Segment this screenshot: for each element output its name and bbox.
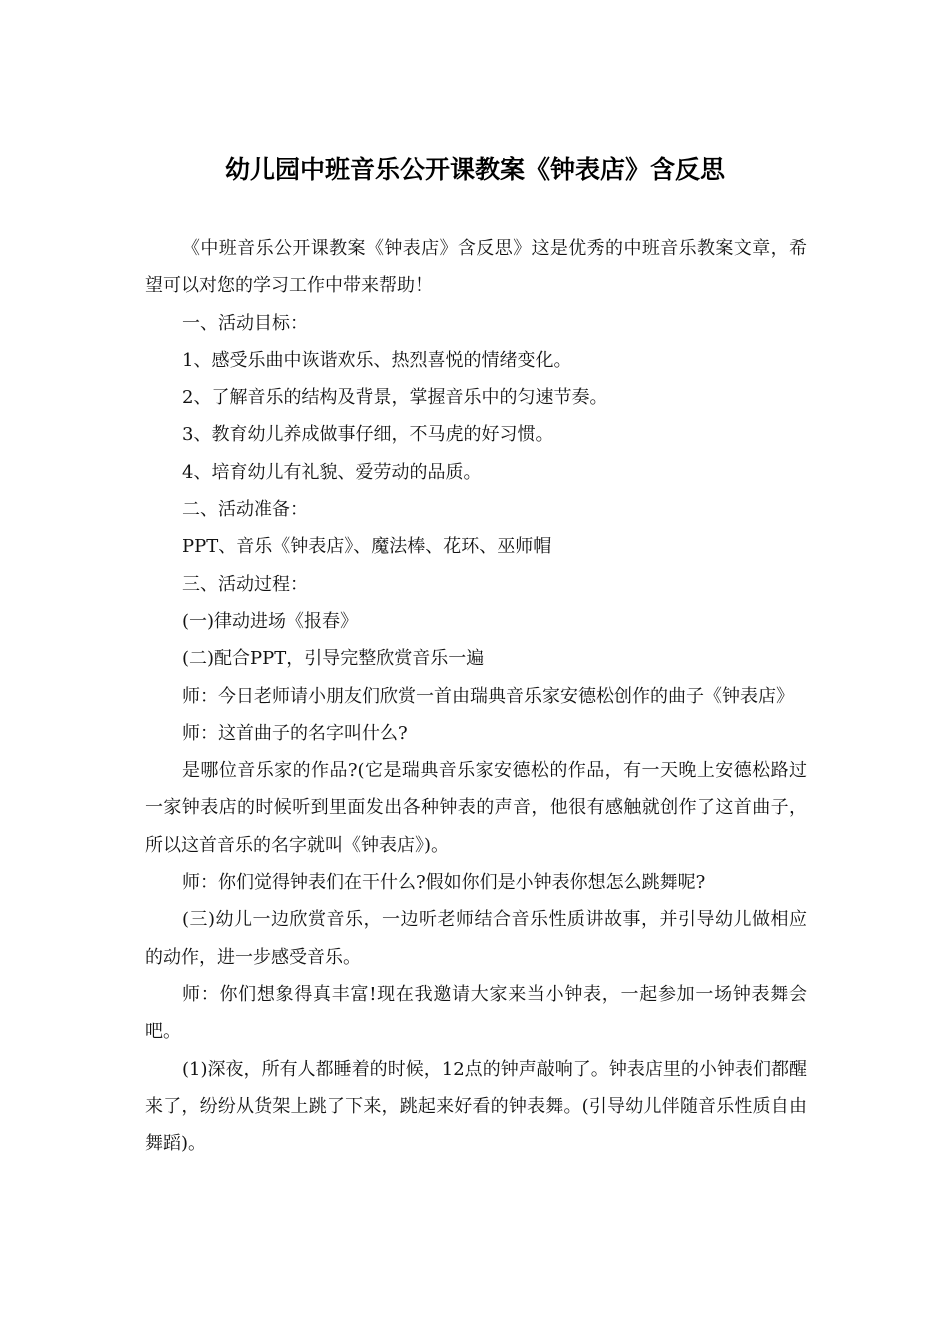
section-heading-goals: 一、活动目标： xyxy=(182,312,308,334)
preparation-materials: PPT、音乐《钟表店》、魔法棒、花环、巫师帽 xyxy=(182,536,552,558)
document-body xyxy=(145,230,807,1162)
section-heading-preparation: 二、活动准备： xyxy=(182,499,308,521)
goal-item-4: 4、培育幼儿有礼貌、爱劳动的品质。 xyxy=(182,461,482,483)
composer-explanation: 是哪位音乐家的作品?(它是瑞典音乐家安德松的作品，有一天晚上安德松路过一家钟表店的时候听到里面发出各种钟表的声音，他很有感触就创作了这首曲子，所以这首音乐的名字就叫《钟表店》)。 xyxy=(145,760,807,856)
teacher-line-question: 师：这首曲子的名字叫什么? xyxy=(182,722,408,744)
process-step-2: (二)配合PPT，引导完整欣赏音乐一遍 xyxy=(182,648,485,670)
process-step-1: (一)律动进场《报春》 xyxy=(182,610,359,632)
process-step-3: (三)幼儿一边欣赏音乐，一边听老师结合音乐性质讲故事，并引导幼儿做相应的动作，进一步感受音乐。 xyxy=(145,909,807,968)
teacher-line-intro: 师：今日老师请小朋友们欣赏一首由瑞典音乐家安德松创作的曲子《钟表店》 xyxy=(182,685,794,707)
goal-item-2: 2、了解音乐的结构及背景，掌握音乐中的匀速节奏。 xyxy=(182,387,608,409)
teacher-line-dance: 师：你们觉得钟表们在干什么?假如你们是小钟表你想怎么跳舞呢? xyxy=(182,872,706,894)
document-title: 幼儿园中班音乐公开课教案《钟表店》含反思 xyxy=(224,155,725,184)
goal-item-1: 1、感受乐曲中诙谐欢乐、热烈喜悦的情绪变化。 xyxy=(182,349,572,371)
teacher-line-invite: 师：你们想象得真丰富!现在我邀请大家来当小钟表，一起参加一场钟表舞会吧。 xyxy=(145,983,807,1043)
section-heading-process: 三、活动过程： xyxy=(182,573,308,595)
intro-paragraph: 《中班音乐公开课教案《钟表店》含反思》这是优秀的中班音乐教案文章，希望可以对您的学习工作中带来帮助！ xyxy=(145,238,807,297)
goal-item-3: 3、教育幼儿养成做事仔细，不马虎的好习惯。 xyxy=(182,424,554,446)
story-part-1: (1)深夜，所有人都睡着的时候，12点的钟声敲响了。钟表店里的小钟表们都醒来了，纷纷从货架上跳了下来，跳起来好看的钟表舞。(引导幼儿伴随音乐性质自由舞蹈)。 xyxy=(145,1058,807,1155)
